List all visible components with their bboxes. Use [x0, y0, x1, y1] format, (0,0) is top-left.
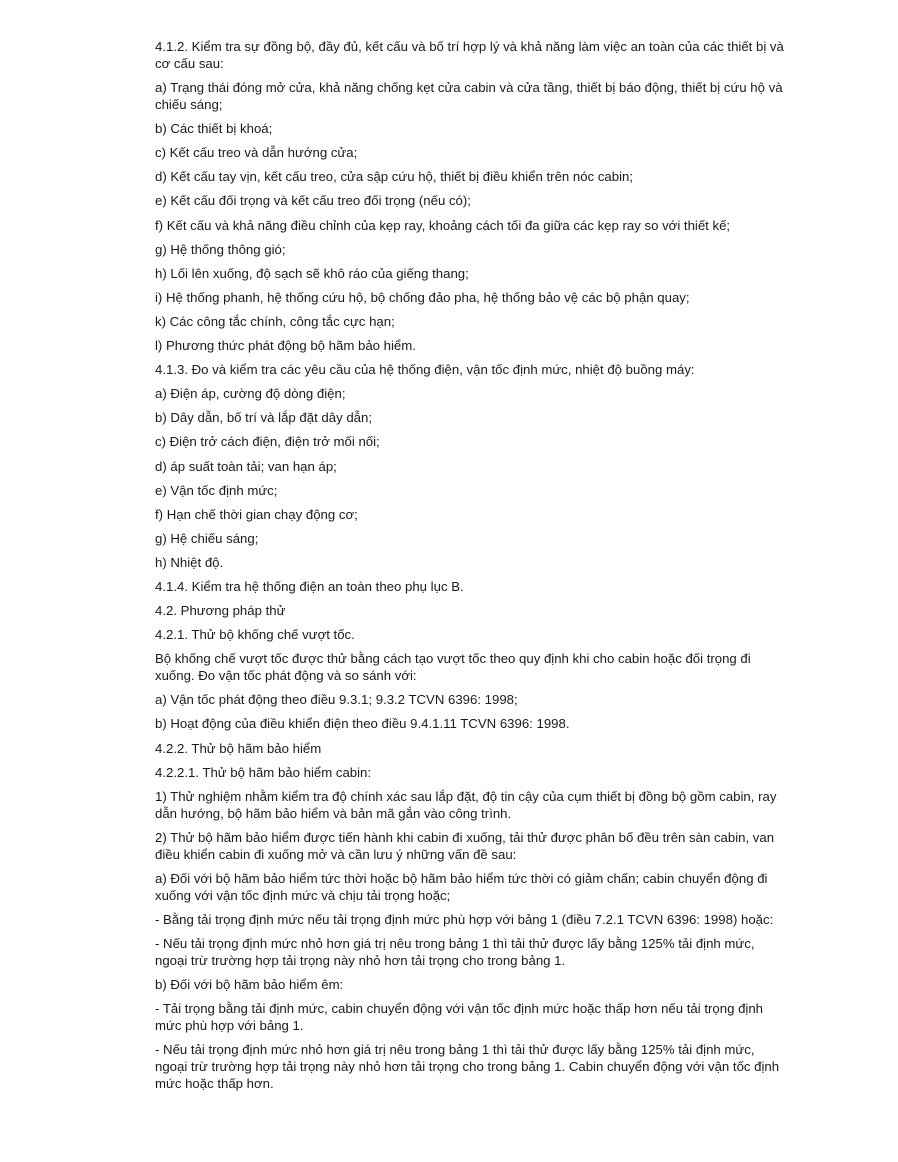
- paragraph-body: Bộ khống chế vượt tốc được thử bằng cách tạo vượt tốc theo quy định khi cho cabin hoặc đối trọng đi xuống. Đo vận tốc phát động và so sánh với:: [155, 651, 751, 684]
- paragraph-item: d) áp suất toàn tải; van hạn áp;: [155, 458, 337, 474]
- paragraph-item: g) Hệ thống thông gió;: [155, 241, 286, 257]
- paragraph-item: - Nếu tải trọng định mức nhỏ hơn giá trị nêu trong bảng 1 thì tải thử được lấy bằng 125% tải định mức, ngoại trừ trường hợp tải trọng này nhỏ hơn tải trọng cho trong bảng 1.: [155, 936, 755, 969]
- paragraph-item: a) Đối với bộ hãm bảo hiểm tức thời hoặc bộ hãm bảo hiểm tức thời có giảm chấn; cabin chuyển động đi xuống với vận tốc định mức và chịu tải trọng hoặc;: [155, 870, 768, 903]
- paragraph-item: a) Điện áp, cường độ dòng điện;: [155, 386, 346, 402]
- paragraph-item: c) Điện trở cách điện, điện trở mối nối;: [155, 434, 380, 450]
- paragraph-item: f) Hạn chế thời gian chạy động cơ;: [155, 506, 358, 522]
- paragraph-item: h) Lối lên xuống, độ sạch sẽ khô ráo của giếng thang;: [155, 265, 469, 281]
- paragraph-item: b) Các thiết bị khoá;: [155, 121, 273, 137]
- paragraph-item: c) Kết cấu treo và dẫn hướng cửa;: [155, 145, 358, 161]
- paragraph-item: - Tải trọng bằng tải định mức, cabin chuyển động với vận tốc định mức hoặc thấp hơn nếu tải trọng định mức phù hợp với bảng 1.: [155, 1001, 763, 1034]
- paragraph-item: f) Kết cấu và khả năng điều chỉnh của kẹp ray, khoảng cách tối đa giữa các kẹp ray so với thiết kế;: [155, 217, 731, 233]
- paragraph-4-1-3: 4.1.3. Đo và kiểm tra các yêu cầu của hệ thống điện, vận tốc định mức, nhiệt độ buồng máy:: [155, 362, 695, 378]
- paragraph-item: e) Vận tốc định mức;: [155, 482, 278, 498]
- paragraph-item: 2) Thử bộ hãm bảo hiểm được tiến hành khi cabin đi xuống, tải thử được phân bố đều trên sàn cabin, van điều khiển cabin đi xuống mở và cần lưu ý những vấn đề sau:: [155, 829, 775, 862]
- paragraph-item: a) Vận tốc phát động theo điều 9.3.1; 9.3.2 TCVN 6396: 1998;: [155, 692, 518, 708]
- paragraph-item: h) Nhiệt độ.: [155, 554, 224, 570]
- paragraph-item: e) Kết cấu đối trọng và kết cấu treo đối trọng (nếu có);: [155, 193, 471, 209]
- paragraph-item: 1) Thử nghiệm nhằm kiểm tra độ chính xác sau lắp đặt, độ tin cậy của cụm thiết bị đồng bộ gồm cabin, ray dẫn hướng, bộ hãm bảo hiểm và bản mã gắn vào công trình.: [155, 788, 777, 821]
- document-page: [155, 38, 790, 1099]
- paragraph-item: b) Dây dẫn, bố trí và lắp đặt dây dẫn;: [155, 410, 372, 426]
- paragraph-item: a) Trạng thái đóng mở cửa, khả năng chống kẹt cửa cabin và cửa tầng, thiết bị báo động, thiết bị cứu hộ và chiếu sáng;: [155, 80, 783, 113]
- paragraph-item: b) Hoạt động của điều khiển điện theo điều 9.4.1.11 TCVN 6396: 1998.: [155, 716, 570, 732]
- section-heading-4-2-2-1: 4.2.2.1. Thử bộ hãm bảo hiểm cabin:: [155, 764, 372, 780]
- paragraph-item: - Bằng tải trọng định mức nếu tải trọng định mức phù hợp với bảng 1 (điều 7.2.1 TCVN 6396: 1998) hoặc:: [155, 912, 774, 927]
- paragraph-4-1-4: 4.1.4. Kiểm tra hệ thống điện an toàn theo phụ lục B.: [155, 578, 464, 594]
- section-heading-4-2-1: 4.2.1. Thử bộ khống chế vượt tốc.: [155, 627, 355, 643]
- paragraph-item: i) Hệ thống phanh, hệ thống cứu hộ, bộ chống đảo pha, hệ thống bảo vệ các bộ phận quay;: [155, 289, 690, 305]
- paragraph-item: g) Hệ chiếu sáng;: [155, 530, 259, 546]
- paragraph-4-1-2: 4.1.2. Kiểm tra sự đồng bộ, đầy đủ, kết cấu và bố trí hợp lý và khả năng làm việc an toàn của các thiết bị và cơ cấu sau:: [155, 39, 784, 71]
- section-heading-4-2: 4.2. Phương pháp thử: [155, 603, 286, 619]
- paragraph-item: d) Kết cấu tay vịn, kết cấu treo, cửa sập cứu hộ, thiết bị điều khiển trên nóc cabin;: [155, 169, 634, 185]
- paragraph-item: b) Đối với bộ hãm bảo hiểm êm:: [155, 977, 344, 993]
- paragraph-item: - Nếu tải trọng định mức nhỏ hơn giá trị nêu trong bảng 1 thì tải thử được lấy bằng 125% tải định mức, ngoại trừ trường hợp tải trọng này nhỏ hơn tải trọng cho trong bảng 1. Cabin chuyển động với vận tốc định mức hoặc thấp hơn.: [155, 1042, 780, 1092]
- section-heading-4-2-2: 4.2.2. Thử bộ hãm bảo hiểm: [155, 740, 322, 756]
- paragraph-item: l) Phương thức phát động bộ hãm bảo hiểm.: [155, 338, 416, 354]
- paragraph-item: k) Các công tắc chính, công tắc cực hạn;: [155, 313, 395, 329]
